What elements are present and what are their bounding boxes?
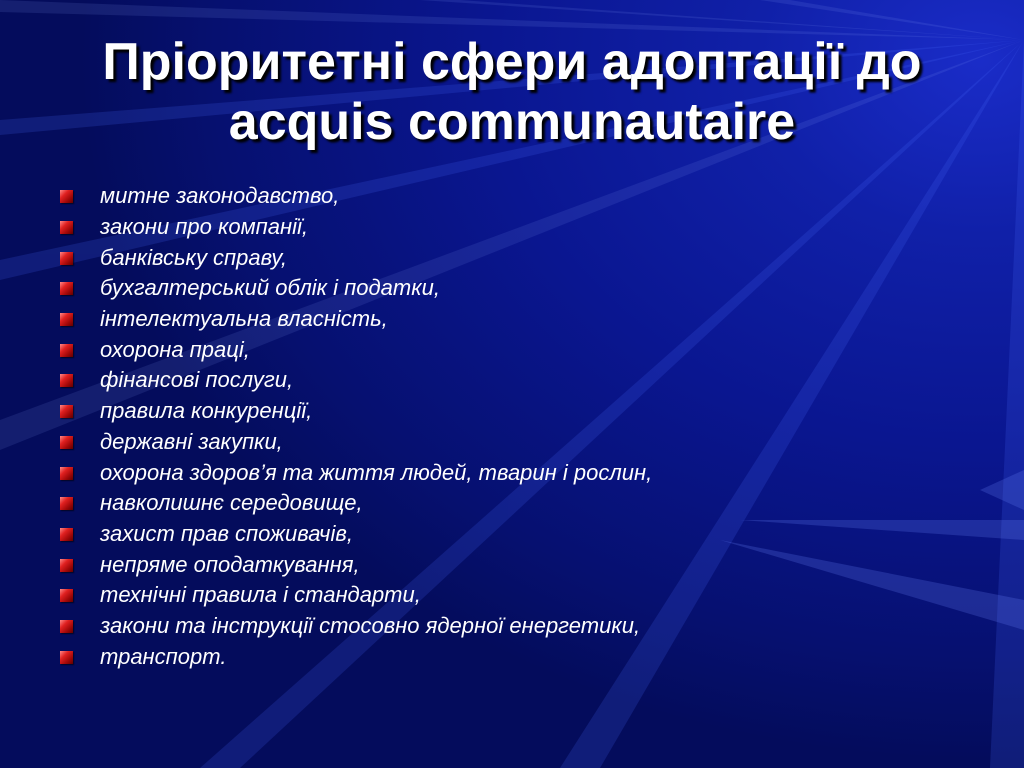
red-square-bullet-icon <box>60 589 73 602</box>
red-square-bullet-icon <box>60 467 73 480</box>
list-item <box>60 580 980 611</box>
list-item-text: державні закупки, <box>100 428 283 454</box>
slide-title-line-1: Пріоритетні сфери адоптації до <box>102 33 922 91</box>
list-item-text: непряме оподаткування, <box>100 551 360 577</box>
list-item <box>60 212 980 243</box>
list-item <box>60 181 980 212</box>
list-item-text: технічні правила і стандарти, <box>100 582 421 608</box>
slide-title <box>0 32 1024 152</box>
list-item-text: бухгалтерський облік і податки, <box>100 275 440 301</box>
red-square-bullet-icon <box>60 190 73 203</box>
red-square-bullet-icon <box>60 252 73 265</box>
list-item-text: банківську справу, <box>100 244 288 270</box>
list-item-text: митне законодавство, <box>100 183 340 209</box>
list-item <box>60 549 980 580</box>
bullet-list <box>60 181 980 672</box>
list-item-text: навколишнє середовище, <box>100 490 363 516</box>
list-item <box>60 273 980 304</box>
list-item <box>60 611 980 642</box>
red-square-bullet-icon <box>60 221 73 234</box>
list-item <box>60 427 980 458</box>
list-item <box>60 396 980 427</box>
list-item <box>60 457 980 488</box>
red-square-bullet-icon <box>60 313 73 326</box>
red-square-bullet-icon <box>60 497 73 510</box>
list-item-text: охорона праці, <box>100 336 250 362</box>
list-item <box>60 334 980 365</box>
list-item-text: закони про компанії, <box>100 214 309 240</box>
red-square-bullet-icon <box>60 651 73 664</box>
list-item <box>60 242 980 273</box>
red-square-bullet-icon <box>60 436 73 449</box>
red-square-bullet-icon <box>60 374 73 387</box>
red-square-bullet-icon <box>60 344 73 357</box>
list-item <box>60 488 980 519</box>
red-square-bullet-icon <box>60 405 73 418</box>
list-item-text: інтелектуальна власність, <box>100 306 388 332</box>
list-item-text: транспорт. <box>100 643 227 669</box>
list-item-text: правила конкуренції, <box>100 398 313 424</box>
red-square-bullet-icon <box>60 559 73 572</box>
list-item-text: захист прав споживачів, <box>100 520 353 546</box>
slide-title-line-2: acquis communautaire <box>228 93 796 151</box>
list-item <box>60 304 980 335</box>
red-square-bullet-icon <box>60 282 73 295</box>
red-square-bullet-icon <box>60 620 73 633</box>
red-square-bullet-icon <box>60 528 73 541</box>
list-item-text: закони та інструкції стосовно ядерної енергетики, <box>100 612 641 638</box>
list-item <box>60 641 980 672</box>
list-item <box>60 519 980 550</box>
list-item <box>60 365 980 396</box>
list-item-text: фінансові послуги, <box>100 367 294 393</box>
list-item-text: охорона здоров’я та життя людей, тварин і рослин, <box>100 459 653 485</box>
